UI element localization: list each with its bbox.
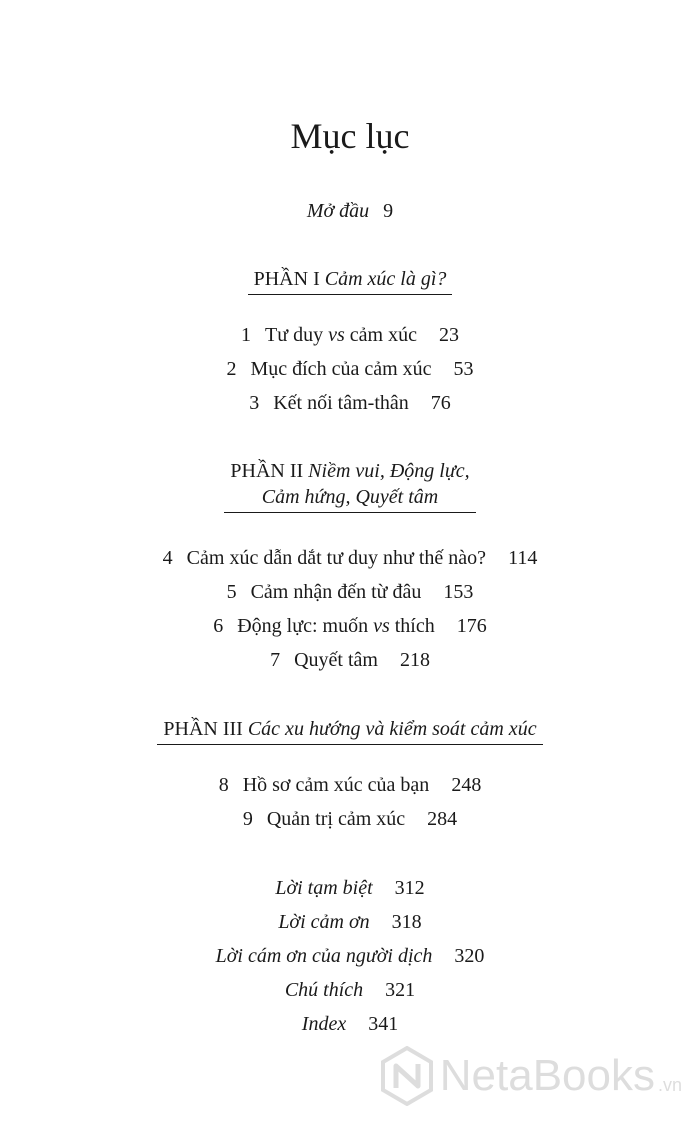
chapter-title: Hồ sơ cảm xúc của bạn bbox=[242, 774, 430, 796]
backmatter-label: Chú thích bbox=[284, 979, 364, 1001]
part-2-heading bbox=[0, 458, 700, 513]
backmatter-label: Index bbox=[301, 1013, 347, 1035]
toc-chapter-entry[interactable] bbox=[0, 613, 700, 639]
part-2-heading-box bbox=[224, 458, 475, 513]
chapter-number: 9 bbox=[242, 808, 253, 830]
part-3-heading-box bbox=[157, 716, 542, 745]
toc-chapter-entry[interactable] bbox=[0, 806, 700, 832]
chapter-title: Cảm nhận đến từ đâu bbox=[250, 581, 422, 603]
toc-chapter-entry[interactable] bbox=[0, 772, 700, 798]
part-1-heading-box bbox=[248, 266, 453, 295]
chapter-page: 114 bbox=[508, 547, 538, 569]
toc-chapter-entry[interactable] bbox=[0, 322, 700, 348]
chapter-title: Cảm xúc dẫn dắt tư duy như thế nào? bbox=[186, 547, 487, 569]
toc-backmatter-entry[interactable] bbox=[0, 1011, 700, 1037]
toc-backmatter-entry[interactable] bbox=[0, 909, 700, 935]
toc-intro-page: 9 bbox=[383, 200, 394, 222]
page-title: Mục lục bbox=[290, 116, 410, 156]
backmatter-label: Lời tạm biệt bbox=[275, 877, 373, 899]
chapter-page: 248 bbox=[451, 774, 482, 796]
part-3-label: PHẦN III bbox=[163, 718, 243, 740]
chapter-number: 6 bbox=[213, 615, 224, 637]
part-3-title: Các xu hướng và kiểm soát cảm xúc bbox=[247, 718, 537, 740]
chapter-number: 5 bbox=[226, 581, 237, 603]
part-1-title: Cảm xúc là gì? bbox=[324, 268, 447, 290]
toc-intro-label: Mở đầu bbox=[306, 200, 370, 222]
chapter-page: 284 bbox=[427, 808, 458, 830]
toc-chapter-entry[interactable] bbox=[0, 579, 700, 605]
backmatter-label: Lời cám ơn của người dịch bbox=[215, 945, 433, 967]
chapter-page: 53 bbox=[453, 358, 474, 380]
chapter-title: Kết nối tâm-thân bbox=[273, 392, 409, 414]
toc-chapter-entry[interactable] bbox=[0, 356, 700, 382]
chapter-page: 153 bbox=[443, 581, 474, 603]
chapter-number: 7 bbox=[270, 649, 281, 671]
toc-backmatter-entry[interactable] bbox=[0, 977, 700, 1003]
chapter-title: Mục đích của cảm xúc bbox=[250, 358, 432, 380]
chapter-title: Quản trị cảm xúc bbox=[266, 808, 406, 830]
chapter-number: 4 bbox=[162, 547, 173, 569]
chapter-title: Động lực: muốn vs thích bbox=[237, 615, 435, 637]
watermark-suffix: .vn bbox=[657, 1075, 682, 1095]
chapter-page: 218 bbox=[399, 649, 430, 671]
chapter-page: 76 bbox=[430, 392, 451, 414]
part-2-title-line-1: Niềm vui, Động lực, bbox=[308, 460, 470, 482]
chapter-number: 2 bbox=[226, 358, 237, 380]
part-1-heading bbox=[0, 266, 700, 295]
backmatter-page: 321 bbox=[385, 979, 416, 1001]
toc-chapter-entry[interactable] bbox=[0, 647, 700, 673]
chapter-page: 176 bbox=[456, 615, 487, 637]
backmatter-label: Lời cảm ơn bbox=[278, 911, 370, 933]
backmatter-page: 312 bbox=[394, 877, 425, 899]
toc-backmatter-entry[interactable] bbox=[0, 875, 700, 901]
chapter-title: Quyết tâm bbox=[294, 649, 378, 671]
toc-intro-entry[interactable] bbox=[0, 198, 700, 224]
chapter-page: 23 bbox=[438, 324, 459, 346]
chapter-number: 1 bbox=[241, 324, 252, 346]
part-2-title-line-2: Cảm hứng, Quyết tâm bbox=[261, 486, 439, 508]
part-2-label: PHẦN II bbox=[230, 460, 304, 482]
part-1-label: PHẦN I bbox=[253, 268, 320, 290]
netabooks-watermark bbox=[380, 1046, 682, 1106]
neta-hexagon-logo-icon bbox=[380, 1046, 434, 1106]
chapter-number: 8 bbox=[218, 774, 229, 796]
backmatter-page: 320 bbox=[454, 945, 485, 967]
backmatter-page: 318 bbox=[391, 911, 422, 933]
watermark-brand: NetaBooks bbox=[439, 1051, 655, 1100]
toc-chapter-entry[interactable] bbox=[0, 390, 700, 416]
chapter-number: 3 bbox=[249, 392, 260, 414]
toc-backmatter-entry[interactable] bbox=[0, 943, 700, 969]
chapter-title: Tư duy vs cảm xúc bbox=[265, 324, 417, 346]
backmatter-page: 341 bbox=[368, 1013, 399, 1035]
part-3-heading bbox=[0, 716, 700, 745]
toc-chapter-entry[interactable] bbox=[0, 545, 700, 571]
